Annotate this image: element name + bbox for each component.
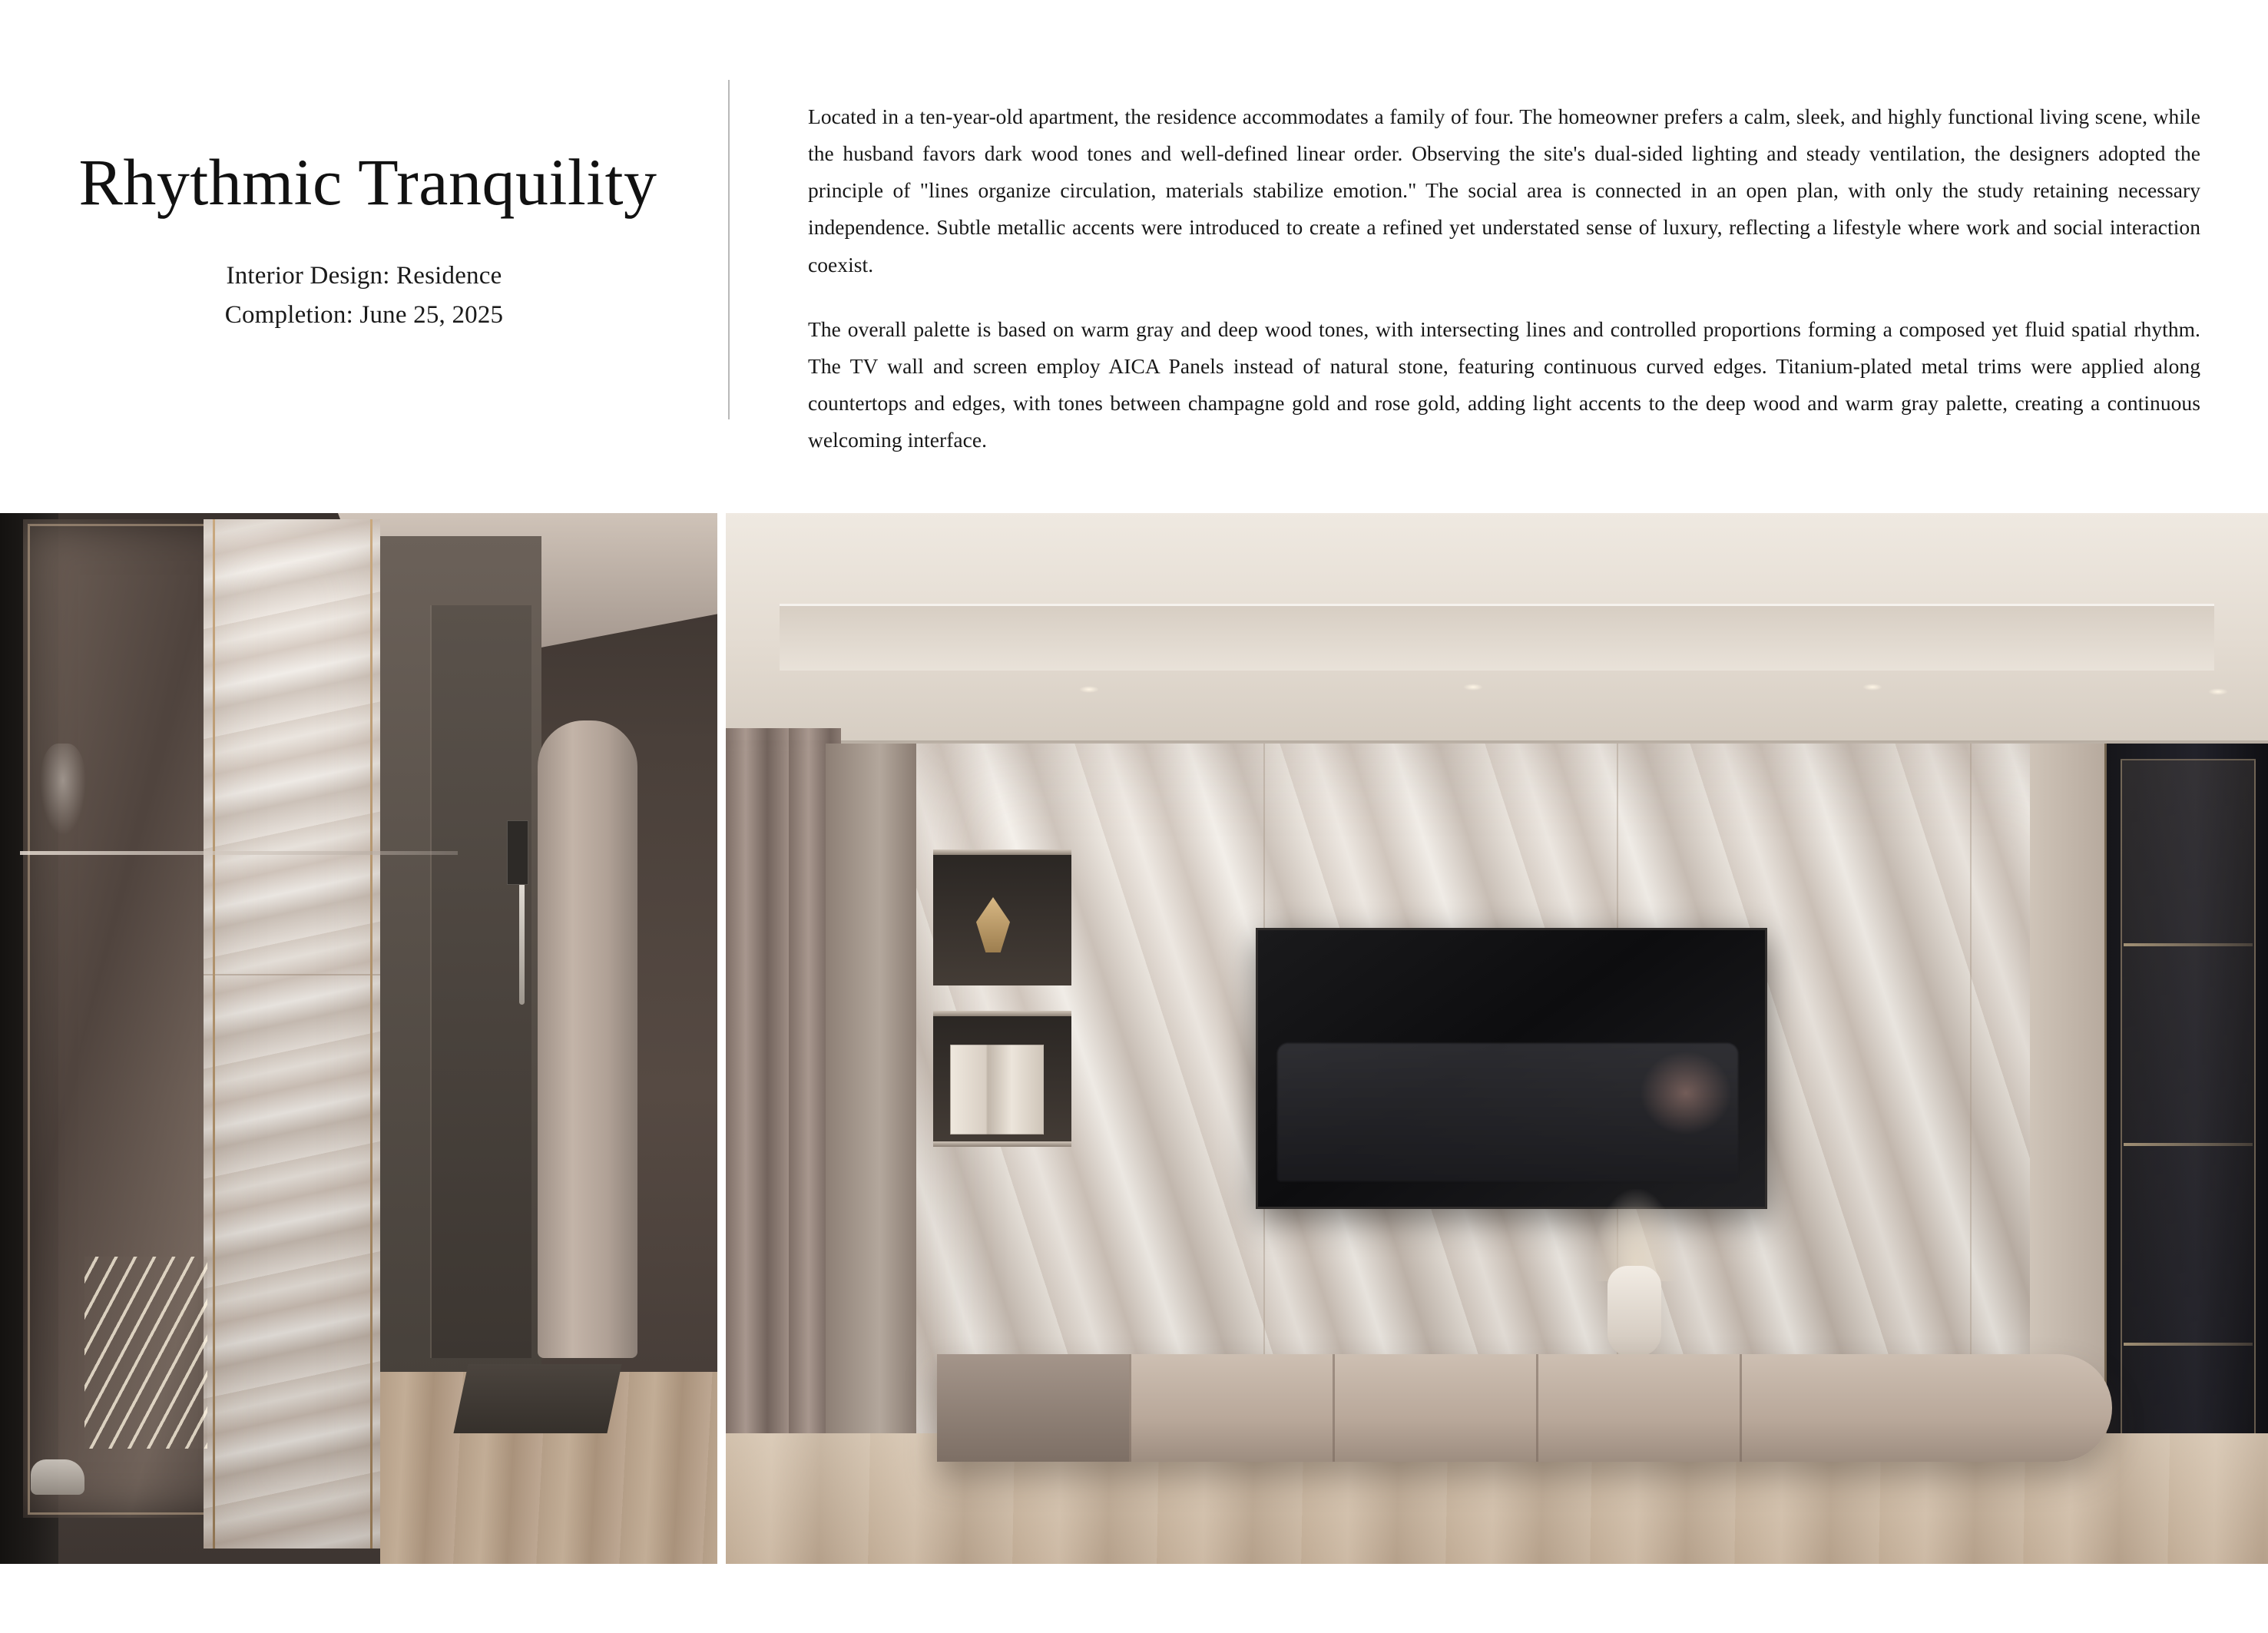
left-tall-cabinet: [826, 744, 916, 1519]
downlight-icon: [1862, 684, 1882, 691]
sideboard-drawer-seam: [1536, 1354, 1538, 1462]
page-title: Rhythmic Tranquility: [78, 145, 657, 219]
vertical-rule-divider: [728, 80, 730, 419]
niche-shelf: [933, 850, 1071, 855]
sideboard-drawer-seam: [1740, 1354, 1742, 1462]
marble-panel-joint: [204, 974, 380, 975]
description-block: [728, 0, 2268, 513]
rounded-column: [538, 720, 637, 1358]
stair-light-reflection: [84, 1257, 207, 1449]
cabinet-shelf: [2124, 943, 2253, 946]
entry-hallway-photo: [0, 513, 717, 1564]
document-header: [0, 0, 2268, 513]
sideboard-drawer-seam: [1129, 1354, 1131, 1462]
wall-control-panel: [507, 820, 528, 885]
niche-shelf: [933, 1011, 1071, 1016]
cabinet-shelf: [2124, 1143, 2253, 1146]
marble-partition-panel: [204, 519, 380, 1549]
entry-mat: [453, 1364, 621, 1433]
door-handle: [519, 874, 525, 1005]
footer-white-band: [0, 1564, 2268, 1633]
sideboard-open-compartment: [937, 1354, 1129, 1462]
ceiling-recess: [780, 604, 2214, 671]
meta-interior-design: Interior Design: Residence: [226, 262, 502, 290]
meta-completion: Completion: June 25, 2025: [224, 301, 504, 330]
sideboard-drawer-seam: [1333, 1354, 1335, 1462]
body-paragraph-2: The overall palette is based on warm gray and deep wood tones, with intersecting lines and controlled proportions forming a composed yet fluid spatial rhythm. The TV wall and screen employ AICA Panels instead of natural stone, featuring continuous curved edges. Titanium-plated metal trims were applied along countertops and edges, with tones between champagne gold and rose gold, adding light accents to the deep wood and warm gray palette, creating a continuous welcoming interface.: [808, 316, 2200, 452]
footwear-object: [31, 1459, 84, 1495]
glassware-object: [40, 744, 86, 836]
book-stack: [950, 1045, 1044, 1134]
metal-trim-line-left: [213, 519, 215, 1549]
body-paragraph-1: Located in a ten-year-old apartment, the residence accommodates a family of four. The homeowner prefers a calm, sleek, and highly functional living scene, while the husband favors dark wood tones and well-defined linear order. Observing the site's dual-sided lighting and steady ventilation, the designers adopted the principle of "lines organize circulation, materials stabilize emotion." The social area is connected in an open plan, with only the study retaining necessary independence. Subtle metallic accents were introduced to create a refined yet understated sense of luxury, reflecting a lifestyle where work and social interaction coexist.: [808, 104, 2200, 277]
living-room-tv-wall-photo: [726, 513, 2268, 1564]
photo-gallery: [0, 513, 2268, 1564]
cabinet-shelf: [2124, 1343, 2253, 1346]
niche-shelf: [933, 1141, 1071, 1147]
downlight-icon: [1463, 684, 1483, 691]
screen-reflection-light: [1640, 1051, 1732, 1135]
display-cabinet-glass-door: [2121, 759, 2256, 1504]
ceramic-vase: [1607, 1266, 1661, 1356]
downlight-icon: [1079, 686, 1099, 693]
title-block: [0, 0, 728, 513]
hallway-door: [430, 605, 531, 1358]
glass-shelf: [20, 851, 458, 855]
downlight-icon: [2208, 688, 2228, 695]
metal-trim-line-right: [370, 519, 372, 1549]
